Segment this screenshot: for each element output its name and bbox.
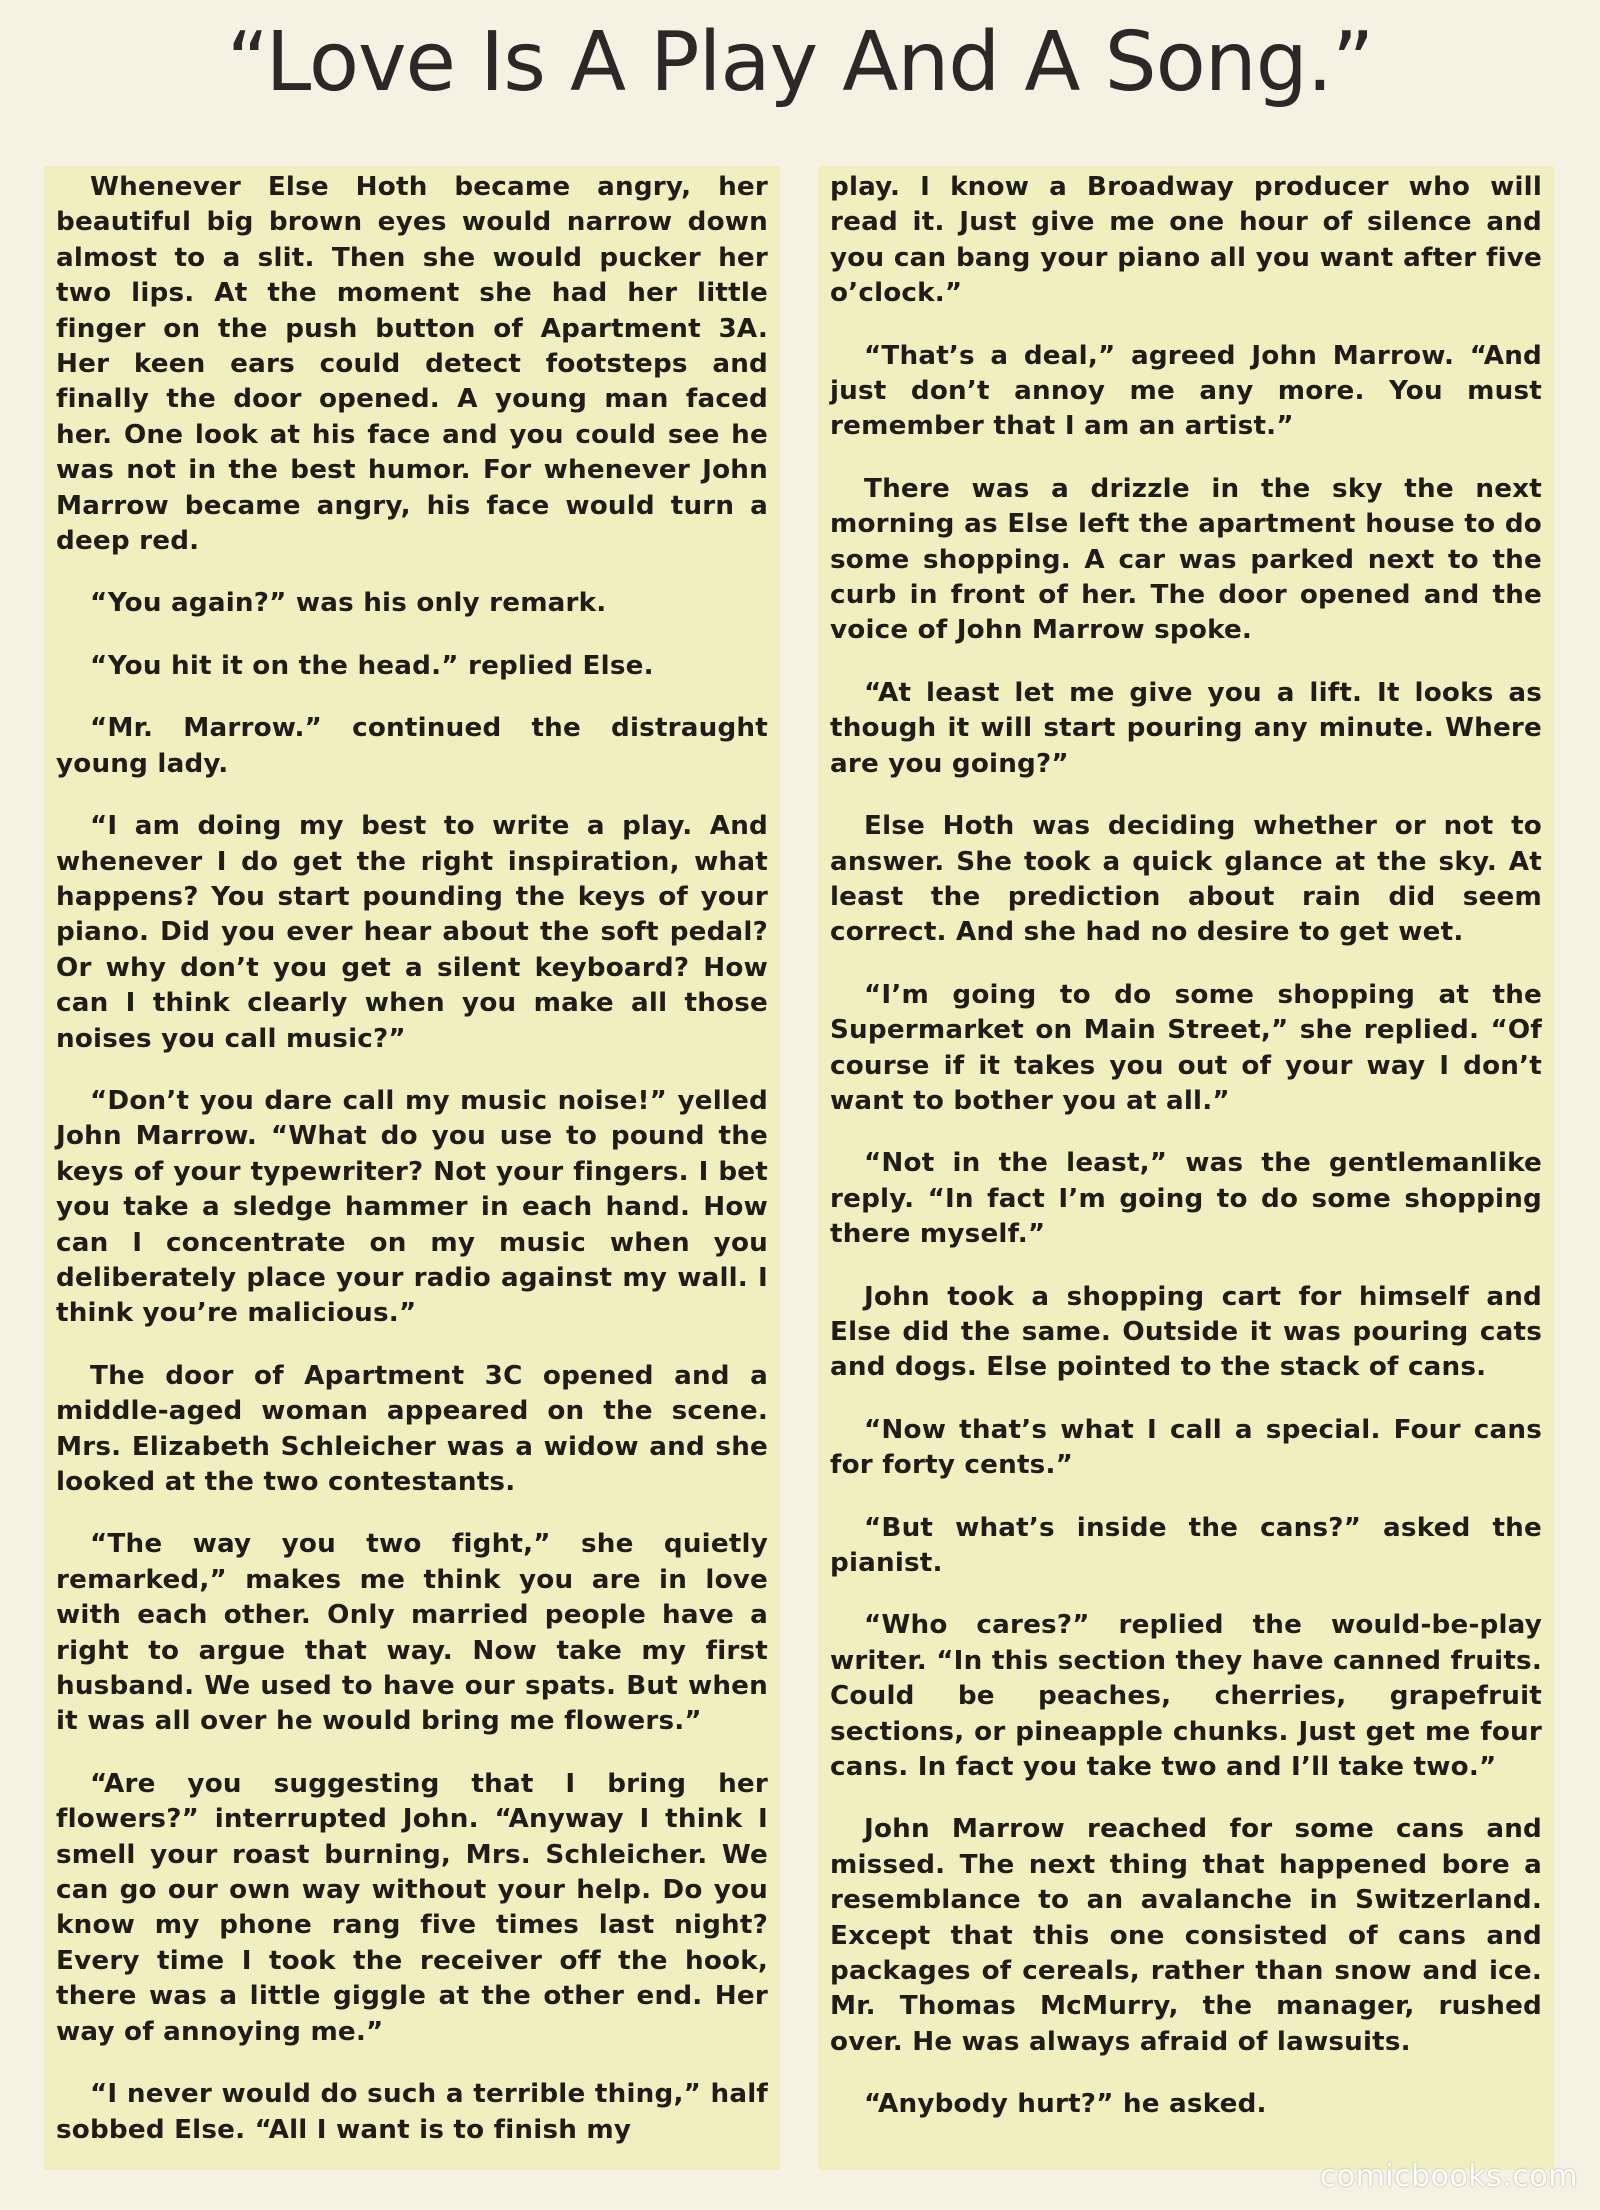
watermark: comicbooks.com	[1319, 2159, 1578, 2194]
paragraph: “That’s a deal,” agreed John Marrow. “And just don’t annoy me any more. You must remember that I am an artist.”	[830, 340, 1542, 442]
paragraph: “At least let me give you a lift. It looks as though it will start pouring any minute. Where are you going?”	[830, 677, 1542, 779]
paragraph: John Marrow reached for some cans and missed. The next thing that happened bore a resemblance to an avalanche in Switzerland. Except that this one consisted of cans and packages of cereals, rather than snow and ice. Mr. Thomas McMurry, the manager, rushed over. He was always afraid of lawsuits.	[830, 1814, 1542, 2057]
paragraph: “The way you two fight,” she quietly remarked,” makes me think you are in love with each other. Only married people have a right to argue that way. Now take my first husband. We used to have our spats. But when it was all over he would bring me flowers.”	[56, 1529, 768, 1737]
paragraph: “Don’t you dare call my music noise!” yelled John Marrow. “What do you use to pound the keys of your typewriter? Not your fingers. I bet you take a sledge hammer in each hand. How can I concentrate on my music when you deliberately place your radio against my wall. I think you’re malicious.”	[56, 1085, 768, 1329]
paragraph: “You hit it on the head.” replied Else.	[90, 650, 654, 681]
paragraph: “I’m going to do some shopping at the Supermarket on Main Street,” she replied. “Of course if it takes you out of your way I don’t want to bother you at all.”	[830, 979, 1542, 1116]
paragraph: “Mr. Marrow.” continued the distraught young lady.	[56, 713, 768, 779]
paragraph: “But what’s inside the cans?” asked the pianist.	[830, 1512, 1542, 1578]
paragraph: “I never would do such a terrible thing,” half sobbed Else. “All I want is to finish my	[56, 2079, 768, 2145]
paragraph: There was a drizzle in the sky the next morning as Else left the apartment house to do some shopping. A car was parked next to the curb in front of her. The door opened and the voice of John Marrow spoke.	[830, 473, 1542, 646]
paragraph: The door of Apartment 3C opened and a middle-aged woman appeared on the scene. Mrs. Elizabeth Schleicher was a widow and she looked at the two contestants.	[56, 1360, 768, 1497]
paragraph: “Who cares?” replied the would-be-play writer. “In this section they have canned fruits. Could be peaches, cherries, grapefruit sections, or pineapple chunks. Just get me four cans. In fact you take two and I’ll take two.”	[830, 1610, 1542, 1783]
paragraph: “You again?” was his only remark.	[90, 588, 607, 619]
paragraph-continued: play. I know a Broadway producer who will read it. Just give me one hour of silence and you can bang your piano all you want after five o’clock.”	[830, 172, 1542, 309]
paragraph: “Now that’s what I call a special. Four cans for forty cents.”	[830, 1414, 1542, 1481]
left-text-column	[44, 166, 780, 2170]
paragraph: “Not in the least,” was the gentlemanlike reply. “In fact I’m going to do some shopping there myself.”	[830, 1148, 1542, 1250]
story-title: “Love Is A Play And A Song.”	[226, 15, 1374, 110]
right-text-column	[818, 166, 1554, 2170]
paragraph: Whenever Else Hoth became angry, her beautiful big brown eyes would narrow down almost to a slit. Then she would pucker her two lips. At the moment she had her little finger on the push button of Apartment 3A. Her keen ears could detect footsteps and finally the door opened. A young man faced her. One look at his face and you could see he was not in the best humor. For whenever John Marrow became angry, his face would turn a deep red.	[56, 172, 768, 557]
paragraph: “Anybody hurt?” he asked.	[864, 2089, 1267, 2120]
paragraph: “Are you suggesting that I bring her flowers?” interrupted John. “Anyway I think I smell your roast burning, Mrs. Schleicher. We can go our own way without your help. Do you know my phone rang five times last night? Every time I took the receiver off the hook, there was a little giggle at the other end. Her way of annoying me.”	[56, 1768, 768, 2047]
paragraph: John took a shopping cart for himself and Else did the same. Outside it was pouring cats and dogs. Else pointed to the stack of cans.	[830, 1281, 1542, 1383]
paragraph: “I am doing my best to write a play. And whenever I do get the right inspiration, what happens? You start pounding the keys of your piano. Did you ever hear about the soft pedal? Or why don’t you get a silent keyboard? How can I think clearly when you make all those noises you call music?”	[56, 811, 768, 1054]
paragraph: Else Hoth was deciding whether or not to answer. She took a quick glance at the sky. At least the prediction about rain did seem correct. And she had no desire to get wet.	[830, 811, 1542, 948]
